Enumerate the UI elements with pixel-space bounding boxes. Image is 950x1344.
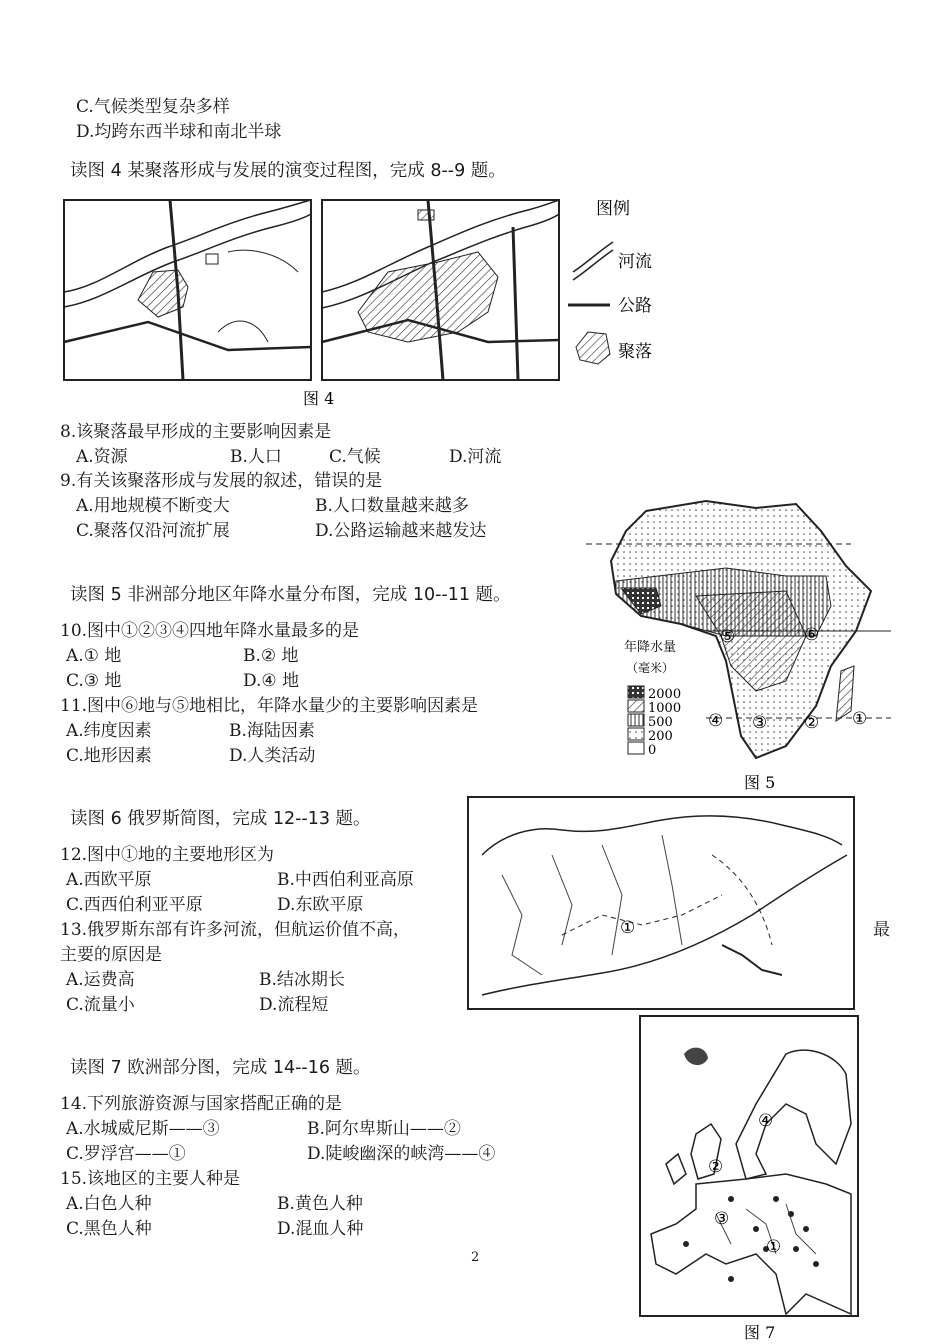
legend-level-0: 0 [648, 743, 657, 758]
marker-5: ⑤ [720, 627, 736, 647]
q11-option-d: D.人类活动 [229, 746, 316, 766]
q13-option-d: D.流程短 [259, 995, 329, 1015]
question-15: 15.该地区的主要人种是 [60, 1169, 241, 1189]
figure-5 [586, 496, 891, 796]
question-13: 13.俄罗斯东部有许多河流，但航运价值不高， [60, 920, 411, 940]
question-8: 8.该聚落最早形成的主要影响因素是 [60, 422, 332, 442]
q14-option-d: D.陡峻幽深的峡湾——④ [307, 1144, 496, 1164]
legend-river: 河流 [618, 252, 652, 272]
q9-option-b: B.人口数量越来越多 [315, 496, 469, 516]
fig6-marker-1: ① [620, 918, 636, 938]
question-11: 11.图中⑥地与⑤地相比，年降水量少的主要影响因素是 [60, 696, 479, 716]
page-number: 2 [471, 1250, 480, 1265]
question-9: 9.有关该聚落形成与发展的叙述，错误的是 [60, 471, 383, 491]
section-heading-fig6: 读图 6 俄罗斯简图，完成 12--13 题。 [70, 809, 371, 829]
q10-option-c: C.③ 地 [66, 671, 122, 691]
question-12: 12.图中①地的主要地形区为 [60, 845, 275, 865]
legend-level-2000: 2000 [648, 687, 682, 702]
q11-option-a: A.纬度因素 [66, 721, 152, 741]
fig7-marker-2: ② [708, 1157, 724, 1177]
question-10: 10.图中①②③④四地年降水量最多的是 [60, 621, 360, 641]
q12-option-b: B.中西伯利亚高原 [277, 870, 414, 890]
q10-option-b: B.② 地 [243, 646, 299, 666]
q9-option-d: D.公路运输越来越发达 [315, 521, 487, 541]
marker-4: ④ [708, 711, 724, 731]
section-heading-fig4: 读图 4 某聚落形成与发展的演变过程图，完成 8--9 题。 [70, 161, 506, 181]
q10-option-d: D.④ 地 [243, 671, 300, 691]
fig7-marker-4: ④ [758, 1111, 774, 1131]
figure-7-drawing [636, 1014, 862, 1344]
question-14: 14.下列旅游资源与国家搭配正确的是 [60, 1094, 343, 1114]
q12-option-a: A.西欧平原 [66, 870, 152, 890]
legend-settlement: 聚落 [618, 342, 652, 362]
fig7-marker-1: ① [766, 1237, 782, 1257]
q15-option-d: D.混血人种 [277, 1219, 364, 1239]
marker-3: ③ [752, 713, 768, 733]
q14-option-c: C.罗浮宫——① [66, 1144, 186, 1164]
q9-option-c: C.聚落仅沿河流扩展 [76, 521, 230, 541]
q10-option-a: A.① 地 [66, 646, 122, 666]
q12-option-d: D.东欧平原 [277, 895, 364, 915]
option-c: C.气候类型复杂多样 [76, 97, 230, 117]
legend-precip-unit: （毫米） [626, 661, 675, 675]
q13-option-c: C.流量小 [66, 995, 135, 1015]
q14-option-a: A.水城威尼斯——③ [66, 1119, 220, 1139]
q13-option-a: A.运费高 [66, 970, 135, 990]
figure-4-caption: 图 4 [303, 389, 335, 408]
figure-7 [636, 1014, 862, 1344]
q13-option-b: B.结冰期长 [259, 970, 345, 990]
legend-road: 公路 [618, 296, 652, 316]
section-heading-fig7: 读图 7 欧洲部分图，完成 14--16 题。 [70, 1058, 371, 1078]
figure-6-drawing [462, 795, 857, 1013]
q8-option-a: A.资源 [76, 447, 128, 467]
figure-7-caption: 图 7 [744, 1323, 776, 1342]
legend-level-200: 200 [648, 729, 673, 744]
legend-title: 图例 [596, 199, 630, 219]
q14-option-b: B.阿尔卑斯山——② [307, 1119, 461, 1139]
q15-option-a: A.白色人种 [66, 1194, 152, 1214]
figure-5-caption: 图 5 [744, 773, 776, 792]
q8-option-c: C.气候 [329, 447, 381, 467]
q15-option-b: B.黄色人种 [277, 1194, 363, 1214]
figure-4-drawing [58, 192, 663, 408]
marker-1: ① [852, 709, 868, 729]
q15-option-c: C.黑色人种 [66, 1219, 152, 1239]
fig7-marker-3: ③ [714, 1209, 730, 1229]
legend-level-1000: 1000 [648, 701, 682, 716]
figure-5-drawing [586, 496, 891, 796]
legend-precip-title: 年降水量 [624, 640, 677, 655]
q11-option-b: B.海陆因素 [229, 721, 315, 741]
question-13-cont: 主要的原因是 [60, 945, 162, 965]
q11-option-c: C.地形因素 [66, 746, 152, 766]
marker-2: ② [804, 713, 820, 733]
section-heading-fig5: 读图 5 非洲部分地区年降水量分布图，完成 10--11 题。 [70, 585, 511, 605]
question-13-tail: 最 [873, 920, 890, 940]
figure-6 [462, 795, 857, 1013]
q9-option-a: A.用地规模不断变大 [76, 496, 230, 516]
marker-6: ⑥ [804, 625, 820, 645]
q8-option-b: B.人口 [230, 447, 282, 467]
q12-option-c: C.西西伯利亚平原 [66, 895, 203, 915]
q8-option-d: D.河流 [449, 447, 502, 467]
figure-4 [58, 192, 663, 408]
option-d: D.均跨东西半球和南北半球 [76, 122, 282, 142]
legend-level-500: 500 [648, 715, 673, 730]
